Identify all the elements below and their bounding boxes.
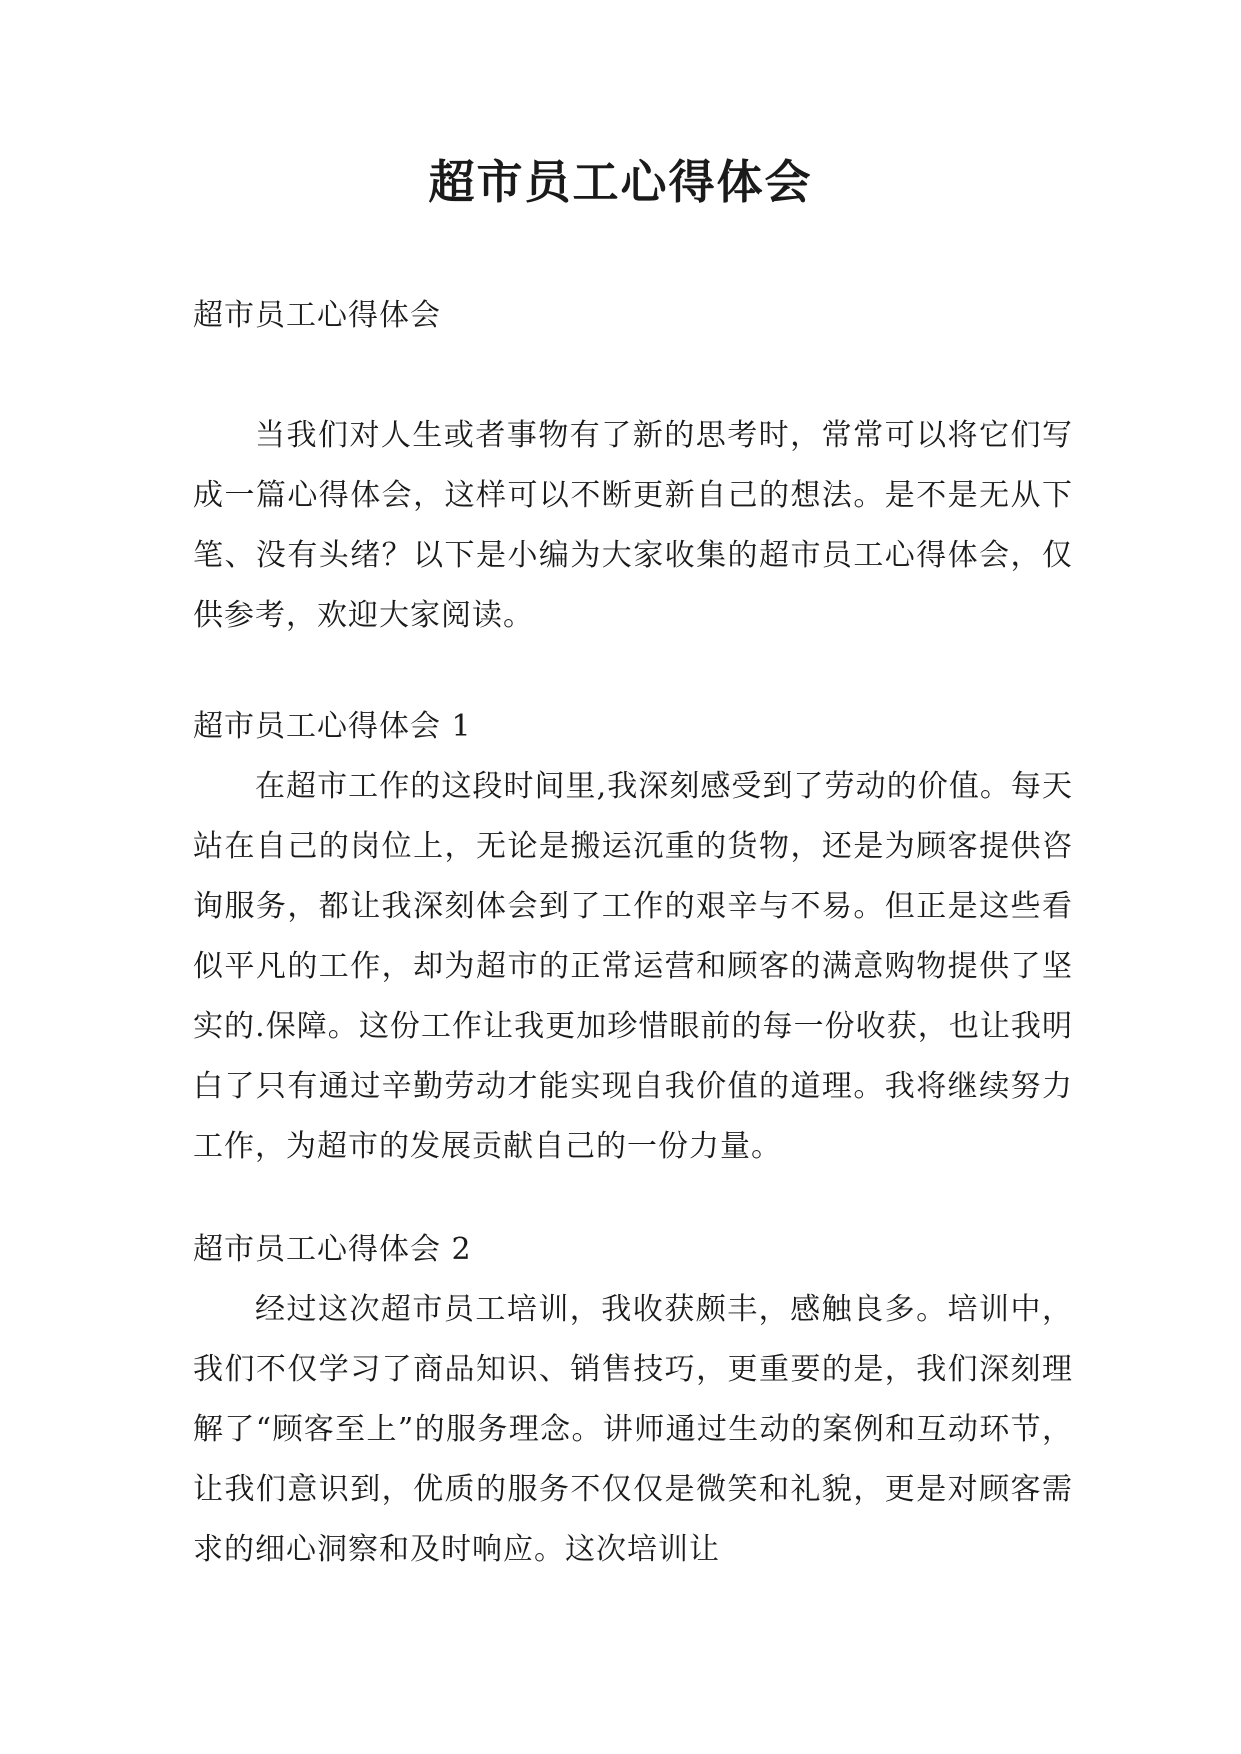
- intro-paragraph: 当我们对人生或者事物有了新的思考时，常常可以将它们写成一篇心得体会，这样可以不断更新自己的想法。是不是无从下笔、没有头绪？以下是小编为大家收集的超市员工心得体会，仅供参考，欢迎大家阅读。: [193, 418, 1073, 633]
- document-title: 超市员工心得体会: [428, 155, 813, 209]
- section-body-1: 在超市工作的这段时间里,我深刻感受到了劳动的价值。每天站在自己的岗位上，无论是搬运沉重的货物，还是为顾客提供咨询服务，都让我深刻体会到了工作的艰辛与不易。但正是这些看似平凡的工作，却为超市的正常运营和顾客的满意购物提供了坚实的.保障。这份工作让我更加珍惜眼前的每一份收获，也让我明白了只有通过辛勤劳动才能实现自我价值的道理。我将继续努力工作，为超市的发展贡献自己的一份力量。: [193, 769, 1073, 1164]
- document-subtitle: 超市员工心得体会: [193, 298, 441, 333]
- section-heading-1: 超市员工心得体会 1: [193, 709, 472, 744]
- section-heading-2: 超市员工心得体会 2: [193, 1232, 472, 1267]
- section-body-2: 经过这次超市员工培训，我收获颇丰，感触良多。培训中，我们不仅学习了商品知识、销售技巧，更重要的是，我们深刻理解了“顾客至上”的服务理念。讲师通过生动的案例和互动环节，让我们意识到，优质的服务不仅仅是微笑和礼貌，更是对顾客需求的细心洞察和及时响应。这次培训让: [193, 1292, 1073, 1567]
